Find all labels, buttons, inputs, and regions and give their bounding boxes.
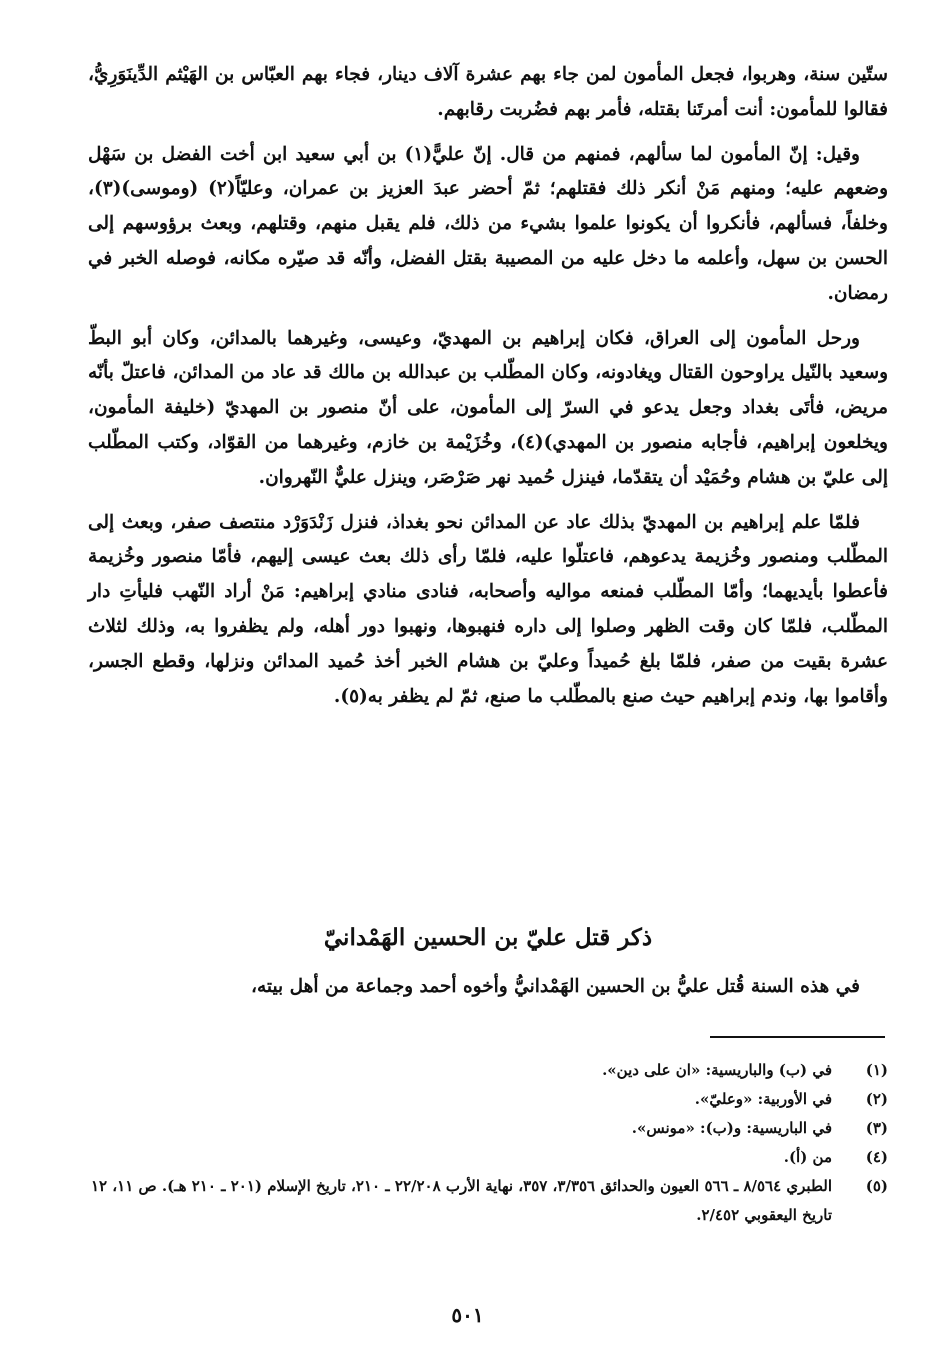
footnote-number: (٥) xyxy=(865,1177,888,1195)
paragraph-1: ستّين سنة، وهربوا، فجعل المأمون لمن جاء بهم عشرة آلاف دينار، فجاء بهم العبّاس بن الهَيْثم الدِّينَوَرِيُّ، فقالوا للمأمون: أنت أمرتَنا بقتله، فأمر بهم فضُربت رقابهم. xyxy=(88,64,888,120)
paragraph-4: فلمّا علم إبراهيم بن المهديّ بذلك عاد عن المدائن نحو بغداذ، فنزل زَنْدَوَرْد منتصف صفر، وبعث إلى المطّلب ومنصور وخُزيمة يدعوهم، فاعتلّوا عليه، فلمّا رأى ذلك بعث عيسى إليهم، فأمّا منصور وخُزيمة فأعطوا بأيديهما؛ وأمّا المطّلب فمنعه مواليه وأصحابه، فنادى منادي إبراهيم: مَنْ أراد النّهب فليأتِ دار المطّلب، فلمّا كان وقت الظهر وصلوا إلى داره فنهبوها، ونهبوا دور أهله، ولم يظفروا به، وذلك لثلاث عشرة بقيت من صفر، فلمّا بلغ حُميداً وعليّ بن هشام الخبر أخذ حُميد المدائن ونزلها، وقطع الجسر، وأقاموا بها، وندم إبراهيم حيث صنع بالمطّلب ما صنع، ثمّ لم يظفر به(٥). xyxy=(88,511,888,707)
footnote-number: (٢) xyxy=(865,1090,888,1108)
footnote-2 xyxy=(88,1085,888,1114)
footnote-divider xyxy=(710,1036,885,1038)
footnote-text: في الأوربية: «وعليّ». xyxy=(694,1090,832,1108)
main-text xyxy=(88,58,888,724)
footnote-1 xyxy=(88,1056,888,1085)
paragraph-2: وقيل: إنّ المأمون لما سألهم، فمنهم من قال. إنّ عليًّ(١) بن أبي سعيد ابن أخت الفضل بن سَهْل وضعهم عليه؛ ومنهم مَنْ أنكر ذلك فقتلهم؛ ثمّ أحضر عبدَ العزيز بن عمران، وعليّاً(٢) (وموسى)(٣)، وخلفاً، فسألهم، فأنكروا أن يكونوا علموا بشيء من ذلك، فلم يقبل منهم، وقتلهم، وبعث برؤوسهم إلى الحسن بن سهل، وأعلمه ما دخل عليه من المصيبة بقتل الفضل، وأنّه قد صيّره مكانه، فوصله الخبر في رمضان. xyxy=(88,143,888,304)
page-number: ٥٠١ xyxy=(451,1303,484,1327)
footnotes xyxy=(88,1056,888,1230)
footnote-text: في (ب) والباريسية: «ان على دين». xyxy=(602,1061,832,1079)
footnote-number: (١) xyxy=(865,1061,888,1079)
paragraph-5: في هذه السنة قُتل عليُّ بن الحسين الهَمْدانيُّ وأخوه أحمد وجماعة من أهل بيته، xyxy=(251,976,860,997)
footnote-5 xyxy=(88,1172,888,1230)
footnote-4 xyxy=(88,1143,888,1172)
footnote-number: (٣) xyxy=(865,1119,888,1137)
footnote-text: في الباريسية: و(ب): «مونس». xyxy=(631,1119,832,1137)
paragraph-3: ورحل المأمون إلى العراق، فكان إبراهيم بن المهديّ، وعيسى، وغيرهما بالمدائن، وكان أبو البطّ وسعيد بالنّيل يراوحون القتال ويغادونه، وكان المطّلب بن عبدالله بن مالك قد عاد من المدائن، فاعتلّ بأنّه مريض، فأتَى بغداد وجعل يدعو في السرّ إلى المأمون، على أنّ منصور بن المهديّ (خليفة المأمون، ويخلعون إبراهيم، فأجابه منصور بن المهدي)(٤)، وخُزَيْمة بن خازم، وغيرهما من القوّاد، وكتب المطّلب إلى عليّ بن هشام وحُمَيْد أن يتقدّما، فينزل حُميد نهر صَرْصَر، وينزل عليٌّ النّهروان. xyxy=(88,327,888,488)
footnote-number: (٤) xyxy=(865,1148,888,1166)
footnote-3 xyxy=(88,1114,888,1143)
footnote-text: من (أ). xyxy=(783,1148,832,1166)
section-heading: ذكر قتل عليّ بن الحسين الهَمْدانيّ xyxy=(323,924,653,951)
footnote-text: الطبري ٨/٥٦٤ ـ ٥٦٦ العيون والحدائق ٣/٣٥٦، ٣٥٧، نهاية الأرب ٢٢/٢٠٨ ـ ٢١٠، تاريخ الإسلام (٢٠١ ـ ٢١٠ هـ). ص ١١، ١٢ تاريخ اليعقوبي ٢/٤٥٢. xyxy=(90,1177,832,1224)
